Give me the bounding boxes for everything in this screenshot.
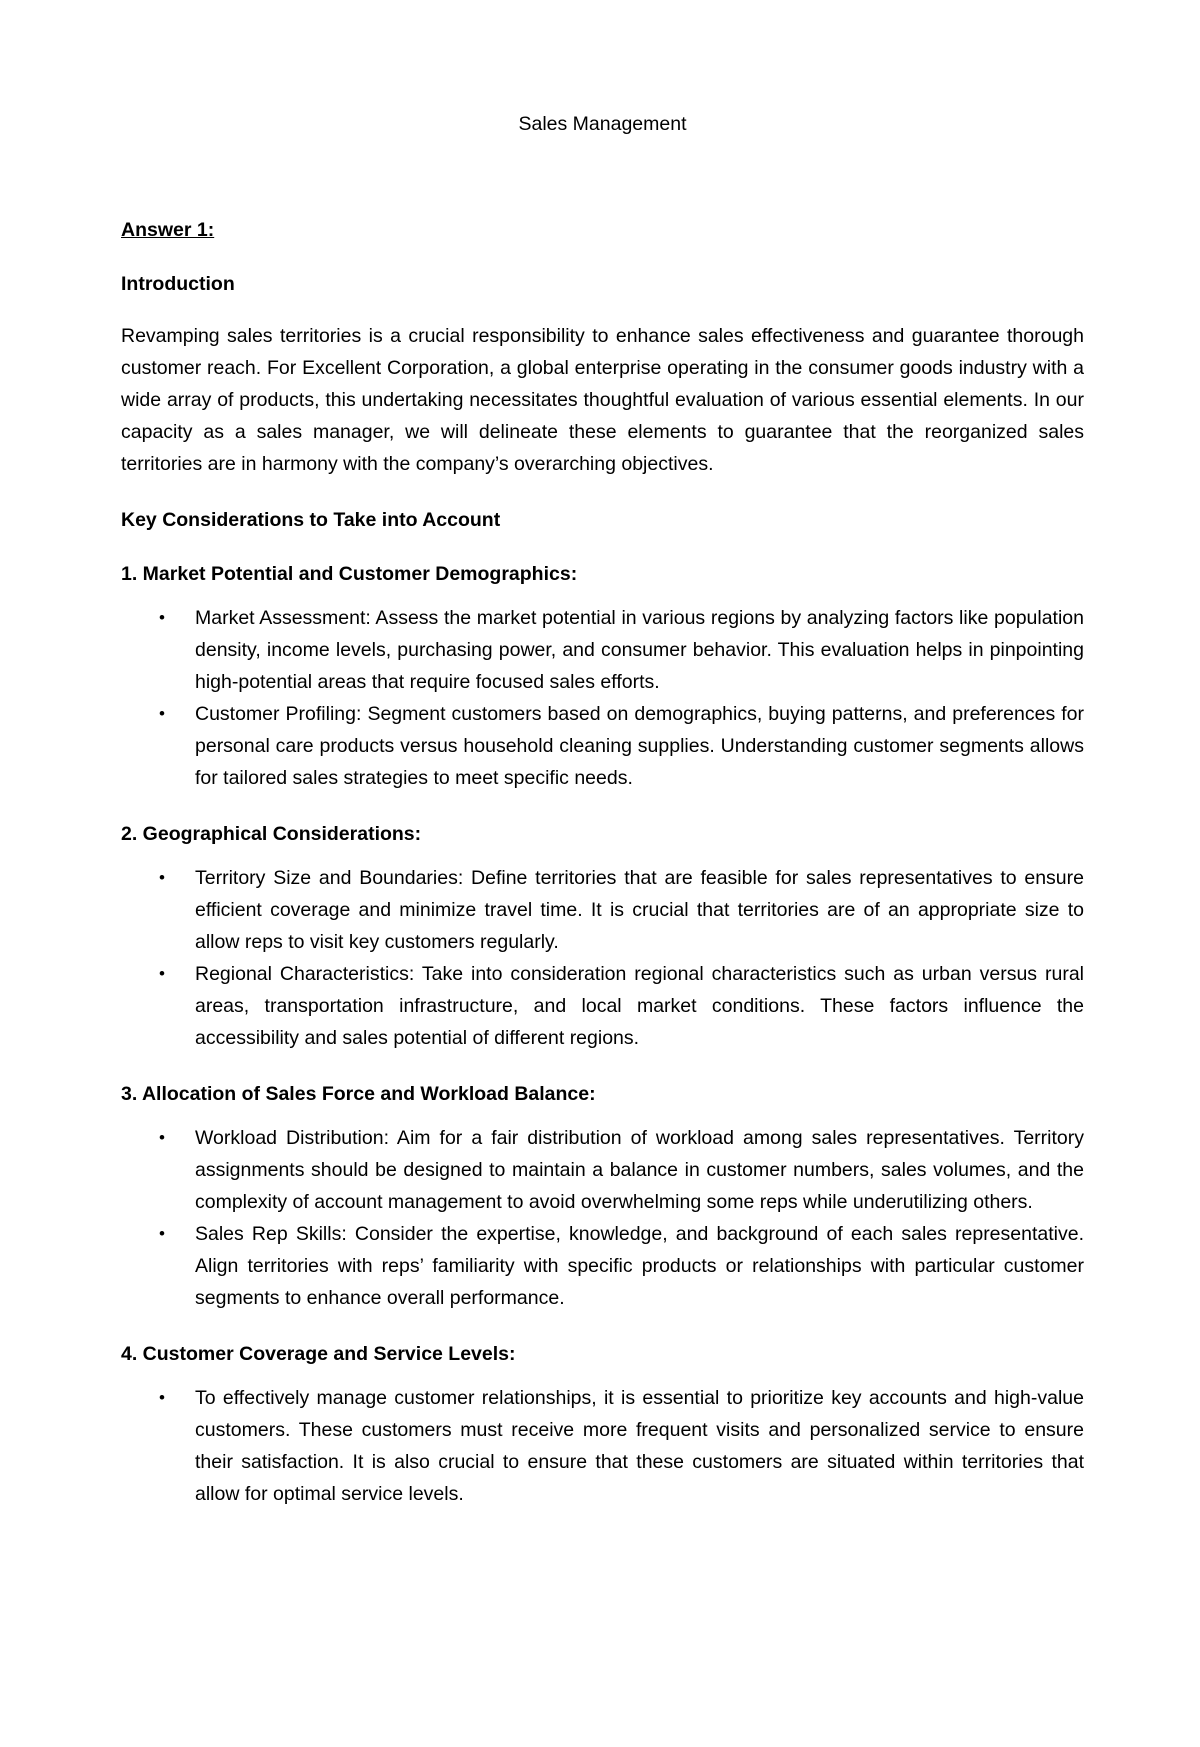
bullet-icon: •: [159, 964, 165, 983]
document-page: [121, 110, 1084, 1510]
list-item: [121, 958, 1084, 1054]
list-item: [121, 1122, 1084, 1218]
list-item: [121, 698, 1084, 794]
list-item-text: Market Assessment: Assess the market potential in various regions by analyzing factors like population density, income levels, purchasing power, and consumer behavior. This evaluation helps in pinpointing high-potential areas that require focused sales efforts.: [195, 607, 1084, 693]
document-title: Sales Management: [518, 113, 687, 135]
list-item-text: Workload Distribution: Aim for a fair distribution of workload among sales representatives. Territory assignments should be designed to maintain a balance in customer numbers, sales volumes, and the complexity of account management to avoid overwhelming some reps while underutilizing others.: [195, 1127, 1084, 1213]
introduction-paragraph: Revamping sales territories is a crucial responsibility to enhance sales effectiveness and guarantee thorough customer reach. For Excellent Corporation, a global enterprise operating in the consumer goods industry with a wide array of products, this undertaking necessitates thoughtful evaluation of various essential elements. In our capacity as a sales manager, we will delineate these elements to guarantee that the reorganized sales territories are in harmony with the company’s overarching objectives.: [121, 325, 1084, 475]
list-item-text: Territory Size and Boundaries: Define territories that are feasible for sales representatives to ensure efficient coverage and minimize travel time. It is crucial that territories are of an appropriate size to allow reps to visit key customers regularly.: [195, 867, 1084, 953]
list-item: [121, 1218, 1084, 1314]
bullet-icon: •: [159, 868, 165, 887]
list-item-text: Sales Rep Skills: Consider the expertise, knowledge, and background of each sales representative. Align territories with reps’ familiarity with specific products or relationships with particular customer segments to enhance overall performance.: [195, 1223, 1084, 1309]
bullet-icon: •: [159, 608, 165, 627]
bullet-icon: •: [159, 704, 165, 723]
list-item-text: To effectively manage customer relationships, it is essential to prioritize key accounts and high-value customers. These customers must receive more frequent visits and personalized service to ensure their satisfaction. It is also crucial to ensure that these customers are situated within territories that allow for optimal service levels.: [195, 1387, 1084, 1505]
key-considerations-heading: Key Considerations to Take into Account: [121, 509, 501, 531]
section-list-allocation: [121, 1122, 1084, 1314]
list-item: [121, 602, 1084, 698]
introduction-heading: Introduction: [121, 273, 235, 295]
section-list-customer-coverage: [121, 1382, 1084, 1510]
bullet-icon: •: [159, 1388, 165, 1407]
section-list-geographical: [121, 862, 1084, 1054]
list-item-text: Regional Characteristics: Take into consideration regional characteristics such as urban versus rural areas, transportation infrastructure, and local market conditions. These factors influence the accessibility and sales potential of different regions.: [195, 963, 1084, 1049]
section-heading-market-potential: 1. Market Potential and Customer Demographics:: [121, 563, 578, 585]
section-heading-allocation: 3. Allocation of Sales Force and Workload Balance:: [121, 1083, 596, 1105]
section-list-market-potential: [121, 602, 1084, 794]
answer-heading: Answer 1:: [121, 219, 215, 241]
bullet-icon: •: [159, 1128, 165, 1147]
list-item: [121, 1382, 1084, 1510]
section-heading-geographical: 2. Geographical Considerations:: [121, 823, 422, 845]
list-item: [121, 862, 1084, 958]
section-heading-customer-coverage: 4. Customer Coverage and Service Levels:: [121, 1343, 516, 1365]
list-item-text: Customer Profiling: Segment customers based on demographics, buying patterns, and preferences for personal care products versus household cleaning supplies. Understanding customer segments allows for tailored sales strategies to meet specific needs.: [195, 703, 1084, 789]
bullet-icon: •: [159, 1224, 165, 1243]
